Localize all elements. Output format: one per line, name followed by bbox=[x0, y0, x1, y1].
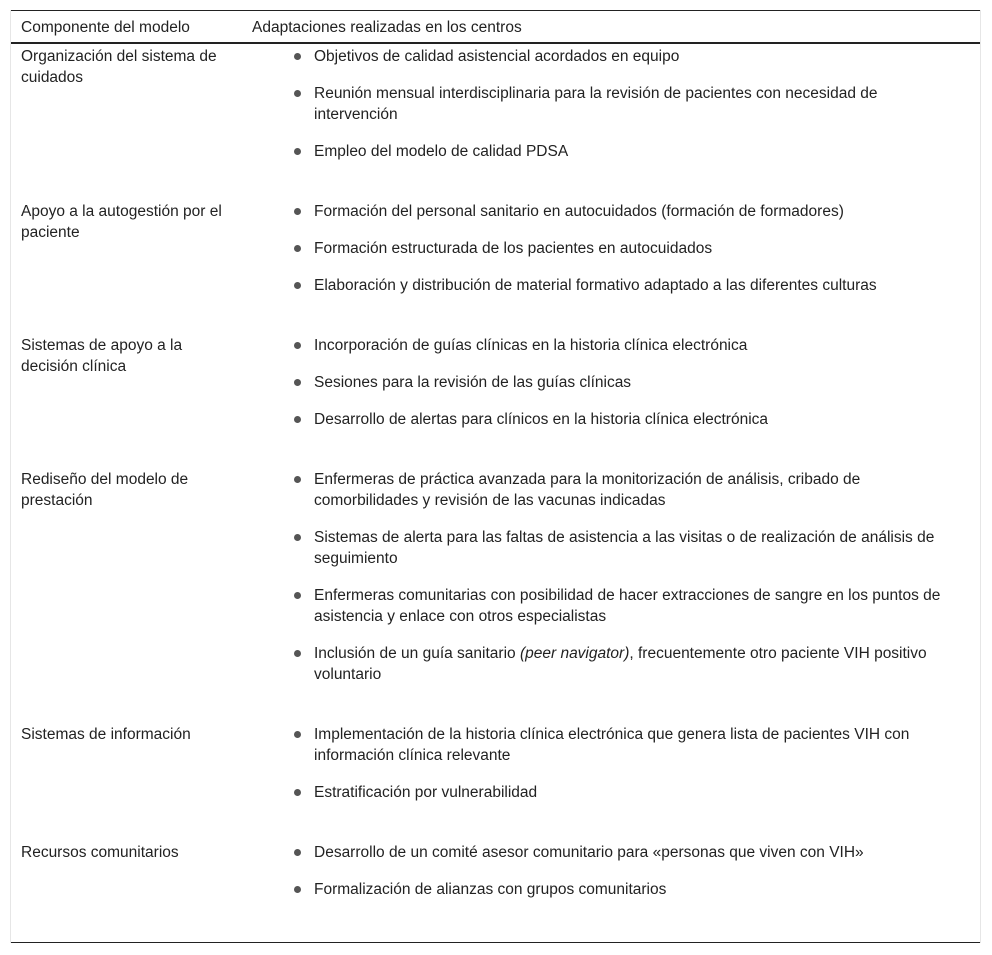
list-item: Sesiones para la revisión de las guías clínicas bbox=[294, 372, 954, 393]
table-bottom-rule bbox=[11, 942, 980, 943]
component-cell: Organización del sistema de cuidados bbox=[21, 48, 217, 86]
adaptations-list bbox=[294, 724, 954, 819]
list-item: Estratificación por vulnerabilidad bbox=[294, 782, 954, 803]
bullet-icon bbox=[294, 90, 301, 97]
list-item: Objetivos de calidad asistencial acordados en equipo bbox=[294, 46, 954, 67]
bullet-icon bbox=[294, 282, 301, 289]
list-item: Elaboración y distribución de material formativo adaptado a las diferentes culturas bbox=[294, 275, 954, 296]
bullet-icon bbox=[294, 342, 301, 349]
adaptations-list bbox=[294, 469, 954, 701]
bullet-icon bbox=[294, 476, 301, 483]
list-item: Formalización de alianzas con grupos comunitarios bbox=[294, 879, 954, 900]
component-cell: Recursos comunitarios bbox=[21, 844, 179, 861]
list-item: Inclusión de un guía sanitario (peer navigator), frecuentemente otro paciente VIH positivo voluntario bbox=[294, 643, 954, 685]
bullet-icon bbox=[294, 886, 301, 893]
bullet-icon bbox=[294, 416, 301, 423]
bullet-icon bbox=[294, 148, 301, 155]
list-item: Desarrollo de alertas para clínicos en la historia clínica electrónica bbox=[294, 409, 954, 430]
bullet-icon bbox=[294, 849, 301, 856]
model-adaptations-table bbox=[10, 10, 981, 943]
table-top-rule bbox=[11, 10, 980, 11]
list-item: Reunión mensual interdisciplinaria para la revisión de pacientes con necesidad de intervención bbox=[294, 83, 954, 125]
list-item: Sistemas de alerta para las faltas de asistencia a las visitas o de realización de análisis de seguimiento bbox=[294, 527, 954, 569]
adaptations-list bbox=[294, 46, 954, 178]
list-item: Implementación de la historia clínica electrónica que genera lista de pacientes VIH con información clínica relevante bbox=[294, 724, 954, 766]
component-cell: Sistemas de información bbox=[21, 726, 191, 743]
bullet-icon bbox=[294, 245, 301, 252]
adaptations-list bbox=[294, 201, 954, 312]
list-item: Formación del personal sanitario en autocuidados (formación de formadores) bbox=[294, 201, 954, 222]
column-header-adaptations: Adaptaciones realizadas en los centros bbox=[252, 19, 522, 36]
component-cell: Apoyo a la autogestión por el paciente bbox=[21, 203, 222, 241]
bullet-icon bbox=[294, 789, 301, 796]
list-item: Incorporación de guías clínicas en la historia clínica electrónica bbox=[294, 335, 954, 356]
bullet-icon bbox=[294, 208, 301, 215]
list-item: Empleo del modelo de calidad PDSA bbox=[294, 141, 954, 162]
list-item: Enfermeras comunitarias con posibilidad de hacer extracciones de sangre en los puntos de asistencia y enlace con otros especialistas bbox=[294, 585, 954, 627]
list-item: Formación estructurada de los pacientes en autocuidados bbox=[294, 238, 954, 259]
bullet-icon bbox=[294, 53, 301, 60]
adaptations-list bbox=[294, 335, 954, 446]
column-header-component: Componente del modelo bbox=[21, 19, 190, 36]
component-cell: Sistemas de apoyo a la decisión clínica bbox=[21, 337, 183, 375]
bullet-icon bbox=[294, 534, 301, 541]
adaptations-list bbox=[294, 842, 954, 916]
bullet-icon bbox=[294, 650, 301, 657]
bullet-icon bbox=[294, 592, 301, 599]
component-cell: Rediseño del modelo de prestación bbox=[21, 471, 189, 509]
bullet-icon bbox=[294, 379, 301, 386]
bullet-icon bbox=[294, 731, 301, 738]
header-rule bbox=[11, 42, 980, 44]
list-item: Desarrollo de un comité asesor comunitario para «personas que viven con VIH» bbox=[294, 842, 954, 863]
list-item: Enfermeras de práctica avanzada para la monitorización de análisis, cribado de comorbilidades y revisión de las vacunas indicadas bbox=[294, 469, 954, 511]
